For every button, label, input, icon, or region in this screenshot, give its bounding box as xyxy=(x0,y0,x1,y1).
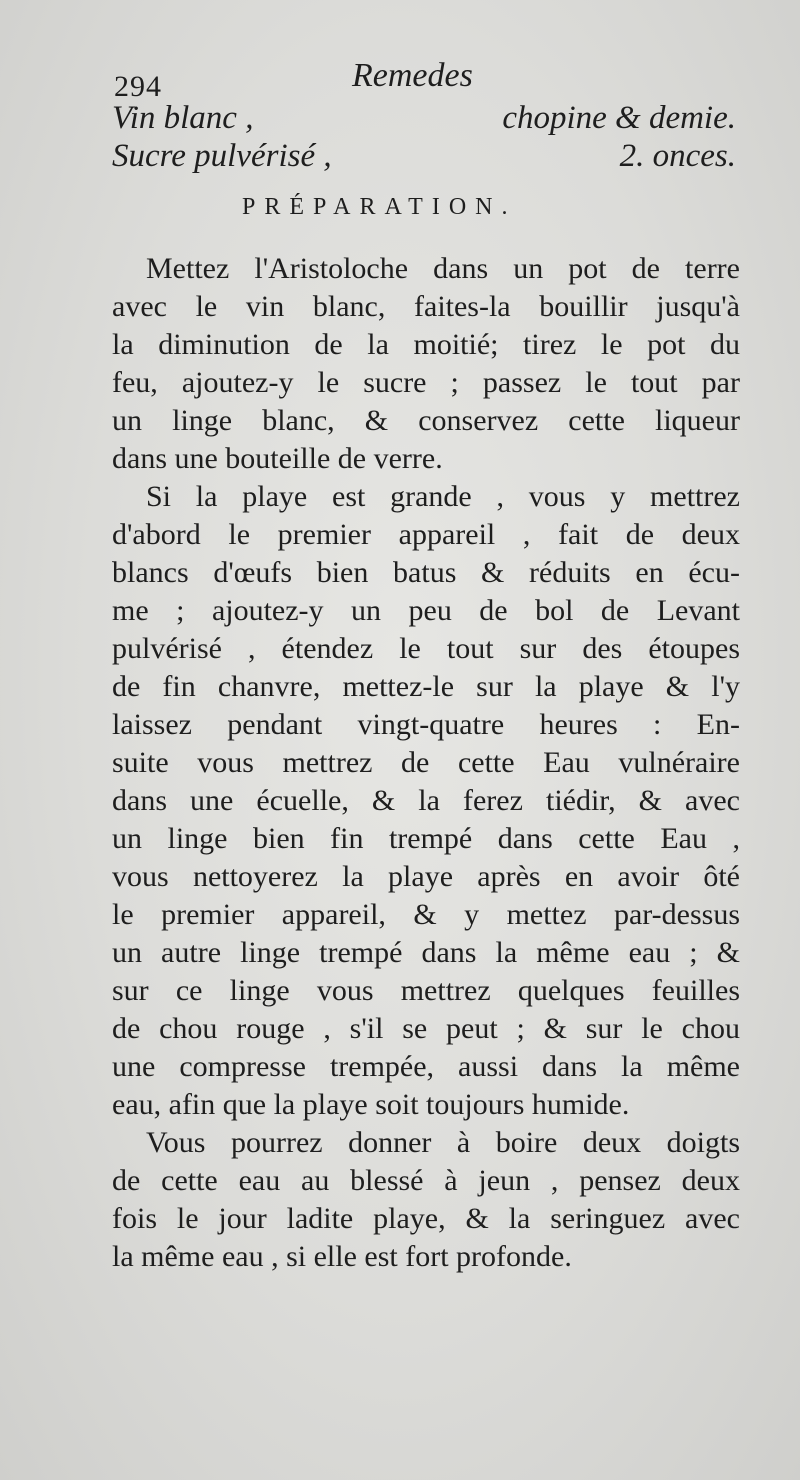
text-line: la diminution de la moitié; tirez le pot du xyxy=(112,328,740,361)
text-line: me ; ajoutez-y un peu de bol de Levant xyxy=(112,594,740,627)
text-line: suite vous mettrez de cette Eau vulnéraire xyxy=(112,746,740,779)
ingredient-line xyxy=(112,100,736,137)
text-line: Si la playe est grande , vous y mettrez xyxy=(146,480,740,513)
text-line: de cette eau au blessé à jeun , pensez deux xyxy=(112,1164,740,1197)
text-line: sur ce linge vous mettrez quelques feuilles xyxy=(112,974,740,1007)
body-text xyxy=(112,250,740,1276)
ingredient-line xyxy=(112,138,736,175)
running-title: Remedes xyxy=(352,57,473,94)
section-heading: PRÉPARATION. xyxy=(242,194,517,220)
text-line: la même eau , si elle est fort profonde. xyxy=(112,1240,572,1273)
text-line: un linge blanc, & conservez cette liqueur xyxy=(112,404,740,437)
text-line: d'abord le premier appareil , fait de deux xyxy=(112,518,740,551)
text-line: laissez pendant vingt-quatre heures : En- xyxy=(112,708,740,741)
text-line: Vous pourrez donner à boire deux doigts xyxy=(146,1126,740,1159)
text-line: fois le jour ladite playe, & la seringuez avec xyxy=(112,1202,740,1235)
ingredient-name: Vin blanc , xyxy=(112,100,254,136)
text-line: une compresse trempée, aussi dans la même xyxy=(112,1050,740,1083)
page-number: 294 xyxy=(114,70,162,103)
text-line: blancs d'œufs bien batus & réduits en écu- xyxy=(112,556,740,589)
text-line: Mettez l'Aristoloche dans un pot de terre xyxy=(146,252,740,285)
ingredient-quantity: chopine & demie. xyxy=(502,100,736,136)
text-line: dans une écuelle, & la ferez tiédir, & avec xyxy=(112,784,740,817)
text-line: eau, afin que la playe soit toujours humide. xyxy=(112,1088,630,1121)
text-line: un autre linge trempé dans la même eau ; & xyxy=(112,936,740,969)
text-line: un linge bien fin trempé dans cette Eau , xyxy=(112,822,740,855)
text-line: feu, ajoutez-y le sucre ; passez le tout par xyxy=(112,366,740,399)
text-line: dans une bouteille de verre. xyxy=(112,442,443,475)
text-line: vous nettoyerez la playe après en avoir ôté xyxy=(112,860,740,893)
text-line: de chou rouge , s'il se peut ; & sur le chou xyxy=(112,1012,740,1045)
ingredient-name: Sucre pulvérisé , xyxy=(112,138,332,174)
ingredient-quantity: 2. onces. xyxy=(619,138,736,174)
text-line: de fin chanvre, mettez-le sur la playe & l'y xyxy=(112,670,740,703)
text-line: avec le vin blanc, faites-la bouillir jusqu'à xyxy=(112,290,740,323)
text-line: le premier appareil, & y mettez par-dessus xyxy=(112,898,740,931)
text-line: pulvérisé , étendez le tout sur des étoupes xyxy=(112,632,740,665)
